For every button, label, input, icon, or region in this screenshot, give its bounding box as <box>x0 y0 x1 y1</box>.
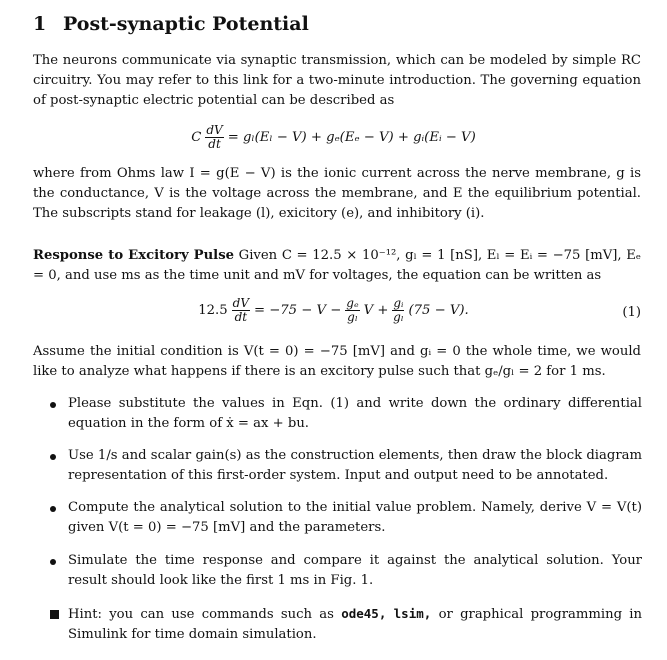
ohms-law-paragraph: where from Ohms law I = g(E − V) is the ionic current across the nerve membrane, g is the conductance, V is the voltage across the membrane, and E the equilibrium potential. The subscripts stand for leakage (l), exicitory (e), and inhibitory (i). <box>33 166 641 221</box>
hint-cmd-lsim: lsim, <box>393 606 432 621</box>
eq1-number: (1) <box>622 305 641 320</box>
bullet-dot-icon <box>50 402 56 408</box>
eq1-gi-num: gᵢ <box>393 296 404 310</box>
ohms-law-paragraph-block <box>33 164 641 224</box>
response-heading: Response to Excitory Pulse <box>33 248 235 263</box>
eq1-frac-den: dt <box>234 310 248 324</box>
eq1-ge-over-gl <box>345 297 359 324</box>
section-title: Post-synaptic Potential <box>63 13 309 35</box>
response-paragraph: Given C = 12.5 × 10⁻¹², gₗ = 1 [nS], Eₗ = Eᵢ = −75 [mV], Eₑ = 0, and use ms as the time unit and mV for voltages, the equation can be written as <box>33 248 641 283</box>
eq1-part-c: (75 − V). <box>408 302 469 318</box>
eq1-gl-den: gₗ <box>347 310 358 324</box>
bullet-dot-icon <box>50 454 56 460</box>
main-eq-rhs: = gₗ(Eₗ − V) + gₑ(Eₑ − V) + gᵢ(Eᵢ − V) <box>227 129 476 145</box>
eq1-derivative <box>232 297 250 324</box>
equation-1 <box>0 297 667 324</box>
section-heading <box>33 12 309 36</box>
task-item-analytical <box>50 498 642 538</box>
task-item-block-diagram <box>50 446 642 486</box>
eq1-gl-den2: gₗ <box>393 310 404 324</box>
intro-paragraph-block <box>33 51 641 111</box>
hint-prefix: Hint: you can use commands such as <box>68 607 334 622</box>
task-item-text: Simulate the time response and compare it against the analytical solution. Your result should look like the first 1 ms in Fig. 1. <box>68 553 642 588</box>
bullet-dot-icon <box>50 559 56 565</box>
hint-suffix: or graphical programming in Simulink for time domain simulation. <box>68 607 643 642</box>
eq1-gi-over-gl <box>392 297 404 324</box>
eq1-ge-num: gₑ <box>346 296 359 310</box>
main-eq-derivative <box>205 124 223 151</box>
main-eq-lhs-coeff: C <box>191 129 202 145</box>
main-eq-frac-num: dV <box>206 123 223 137</box>
assume-paragraph: Assume the initial condition is V(t = 0) = −75 [mV] and gᵢ = 0 the whole time, we would like to analyze what happens if there is an excitory pulse such that gₑ/gₗ = 2 for 1 ms. <box>33 344 641 379</box>
eq1-part-a: = −75 − V − <box>254 302 342 318</box>
eq1-lhs: 12.5 <box>198 302 228 318</box>
hint-cmd-ode45: ode45, <box>341 606 387 621</box>
assume-paragraph-block <box>33 342 641 382</box>
hint-text <box>68 604 642 645</box>
square-bullet-icon <box>50 610 59 619</box>
bullet-dot-icon <box>50 506 56 512</box>
task-item-text: Use 1/s and scalar gain(s) as the construction elements, then draw the block diagram representation of this first-order system. Input and output need to be annotated. <box>68 448 642 483</box>
task-item-text: Compute the analytical solution to the initial value problem. Namely, derive V = V(t) given V(t = 0) = −75 [mV] and the parameters. <box>68 500 642 535</box>
section-number: 1 <box>33 13 47 35</box>
task-item-text: Please substitute the values in Eqn. (1) and write down the ordinary differential equation in the form of ẋ = ax + bu. <box>68 396 642 431</box>
hint-item <box>50 604 642 645</box>
eq1-part-b: V + <box>363 302 389 318</box>
main-eq-frac-den: dt <box>208 137 221 151</box>
task-item-simulate <box>50 551 642 591</box>
main-equation <box>0 124 667 151</box>
intro-paragraph: The neurons communicate via synaptic transmission, which can be modeled by simple RC circuitry. You may refer to this link for a two-minute introduction. The governing equation of post-synaptic electric potential can be described as <box>33 53 641 108</box>
eq1-frac-num: dV <box>232 296 249 310</box>
response-paragraph-block <box>33 246 641 286</box>
task-item-substitute <box>50 394 642 434</box>
